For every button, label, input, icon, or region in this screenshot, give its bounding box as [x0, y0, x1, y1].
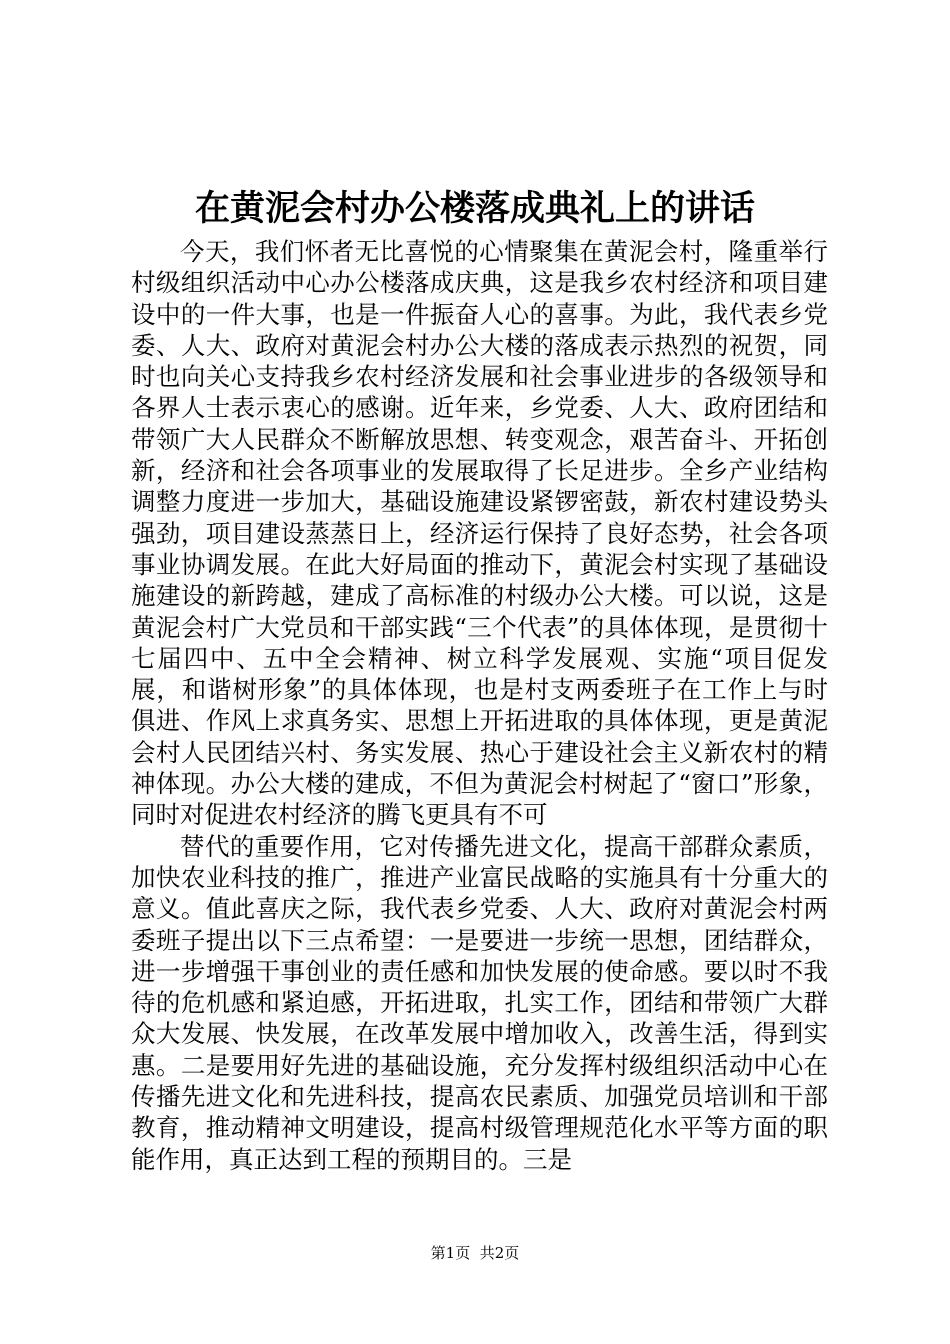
body-paragraph: 替代的重要作用，它对传播先进文化，提高干部群众素质，加快农业科技的推广，推进产业富民战略的实施具有十分重大的意义。值此喜庆之际，我代表乡党委、人大、政府对黄泥会村两委班子提出以下三点希望：一是要进一步统一思想，团结群众，进一步增强干事创业的责任感和加快发展的使命感。要以时不我待的危机感和紧迫感，开拓进取，扎实工作，团结和带领广大群众大发展、快发展，在改革发展中增加收入，改善生活，得到实惠。二是要用好先进的基础设施，充分发挥村级组织活动中心在传播先进文化和先进科技，提高农民素质、加强党员培训和干部教育，推动精神文明建设，提高村级管理规范化水平等方面的职能作用，真正达到工程的预期目的。三是	[131, 831, 828, 1174]
document-body	[131, 236, 828, 1175]
document-title: 在黄泥会村办公楼落成典礼上的讲话	[194, 188, 755, 229]
page-number: 第1页	[430, 1244, 471, 1262]
body-paragraph: 今天，我们怀者无比喜悦的心情聚集在黄泥会村，隆重举行村级组织活动中心办公楼落成庆典，这是我乡农村经济和项目建设中的一件大事，也是一件振奋人心的喜事。为此，我代表乡党委、人大、政府对黄泥会村办公大楼的落成表示热烈的祝贺，同时也向关心支持我乡农村经济发展和社会事业进步的各级领导和各界人士表示衷心的感谢。近年来，乡党委、人大、政府团结和带领广大人民群众不断解放思想、转变观念，艰苦奋斗、开拓创新，经济和社会各项事业的发展取得了长足进步。全乡产业结构调整力度进一步加大，基础设施建设紧锣密鼓，新农村建设势头强劲，项目建设蒸蒸日上，经济运行保持了良好态势，社会各项事业协调发展。在此大好局面的推动下，黄泥会村实现了基础设施建设的新跨越，建成了高标准的村级办公大楼。可以说，这是黄泥会村广大党员和干部实践“三个代表”的具体体现，是贯彻十七届四中、五中全会精神、树立科学发展观、实施“项目促发展，和谐树形象”的具体体现，也是村支两委班子在工作上与时俱进、作风上求真务实、思想上开拓进取的具体体现，更是黄泥会村人民团结兴村、务实发展、热心于建设社会主义新农村的精神体现。办公大楼的建成，不但为黄泥会村树起了“窗口”形象，同时对促进农村经济的腾飞更具有不可	[131, 237, 828, 830]
page-total: 共2页	[479, 1244, 520, 1262]
page-footer	[0, 1243, 950, 1263]
